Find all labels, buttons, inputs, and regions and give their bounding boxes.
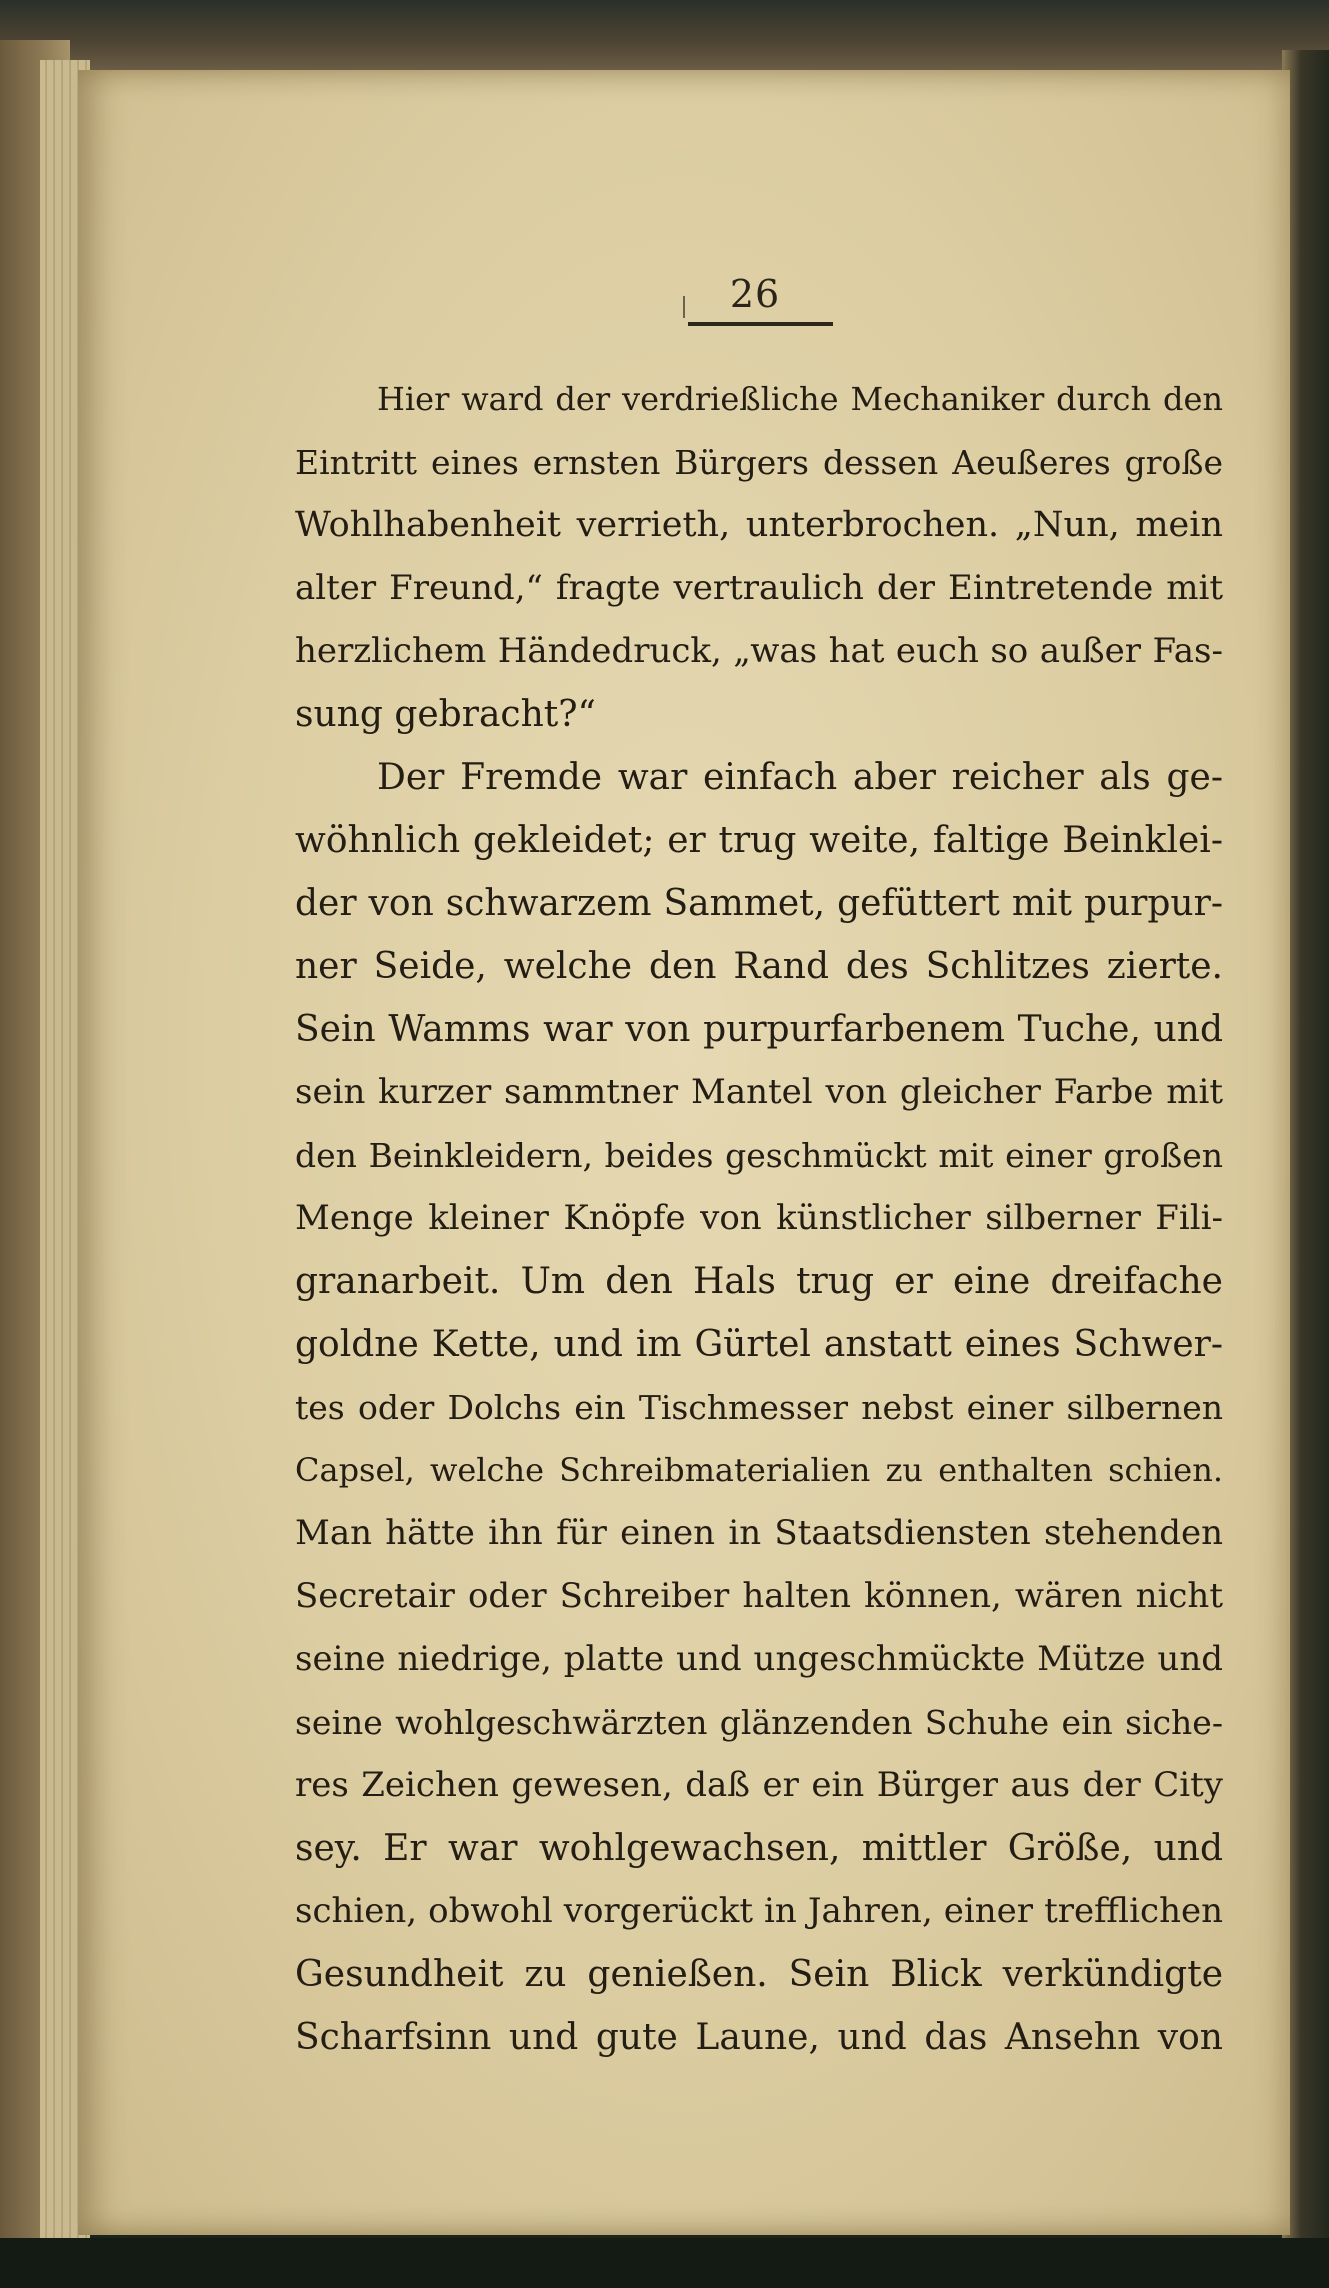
- book-top-edge: [0, 0, 1329, 70]
- text-line: herzlichem Händedruck, „was hat euch so außer Fas-: [295, 631, 1223, 671]
- text-line: res Zeichen gewesen, daß er ein Bürger aus der City: [295, 1765, 1223, 1805]
- text-line: sung gebracht?“: [295, 694, 596, 735]
- text-line: Scharfsinn und gute Laune, und das Ansehn von: [295, 2017, 1223, 2058]
- text-line: Menge kleiner Knöpfe von künstlicher silberner Fili-: [295, 1198, 1223, 1238]
- text-line: goldne Kette, und im Gürtel anstatt eines Schwer-: [295, 1324, 1223, 1365]
- text-line: granarbeit. Um den Hals trug er eine dreifache: [295, 1261, 1223, 1302]
- text-line: Der Fremde war einfach aber reicher als ge-: [377, 757, 1223, 798]
- text-line: Eintritt eines ernsten Bürgers dessen Aeußeres große: [295, 443, 1223, 482]
- text-line: der von schwarzem Sammet, gefüttert mit purpur-: [295, 883, 1223, 924]
- text-line: Capsel, welche Schreibmaterialien zu enthalten schien.: [295, 1451, 1223, 1489]
- text-line: Secretair oder Schreiber halten können, wären nicht: [295, 1576, 1223, 1616]
- text-line: ner Seide, welche den Rand des Schlitzes zierte.: [295, 946, 1223, 987]
- text-line: sey. Er war wohlgewachsen, mittler Größe, und: [295, 1828, 1223, 1869]
- text-line: seine wohlgeschwärzten glänzenden Schuhe ein siche-: [295, 1703, 1223, 1742]
- page-number: 26: [729, 272, 781, 316]
- text-line: seine niedrige, platte und ungeschmückte Mütze und: [295, 1639, 1223, 1679]
- text-line: tes oder Dolchs ein Tischmesser nebst einer silbernen: [295, 1388, 1223, 1427]
- body-text: [295, 368, 1223, 2069]
- text-line: schien, obwohl vorgerückt in Jahren, einer trefflichen: [295, 1891, 1223, 1931]
- text-line: Hier ward der verdrießliche Mechaniker durch den: [377, 380, 1223, 418]
- text-line: alter Freund,“ fragte vertraulich der Eintretende mit: [295, 568, 1223, 608]
- book-bottom-edge: [0, 2238, 1329, 2288]
- text-line: Man hätte ihn für einen in Staatsdiensten stehenden: [295, 1513, 1223, 1553]
- text-line: Sein Wamms war von purpurfarbenem Tuche, und: [295, 1009, 1223, 1050]
- text-line: wöhnlich gekleidet; er trug weite, faltige Beinklei-: [295, 820, 1223, 861]
- text-line: Gesundheit zu genießen. Sein Blick verkündigte: [295, 1954, 1223, 1995]
- header-rule: [688, 322, 833, 326]
- text-line: sein kurzer sammtner Mantel von gleicher Farbe mit: [295, 1072, 1223, 1112]
- text-line: Wohlhabenheit verrieth, unterbrochen. „Nun, mein: [295, 505, 1223, 545]
- text-line: den Beinkleidern, beides geschmückt mit einer großen: [295, 1136, 1223, 1175]
